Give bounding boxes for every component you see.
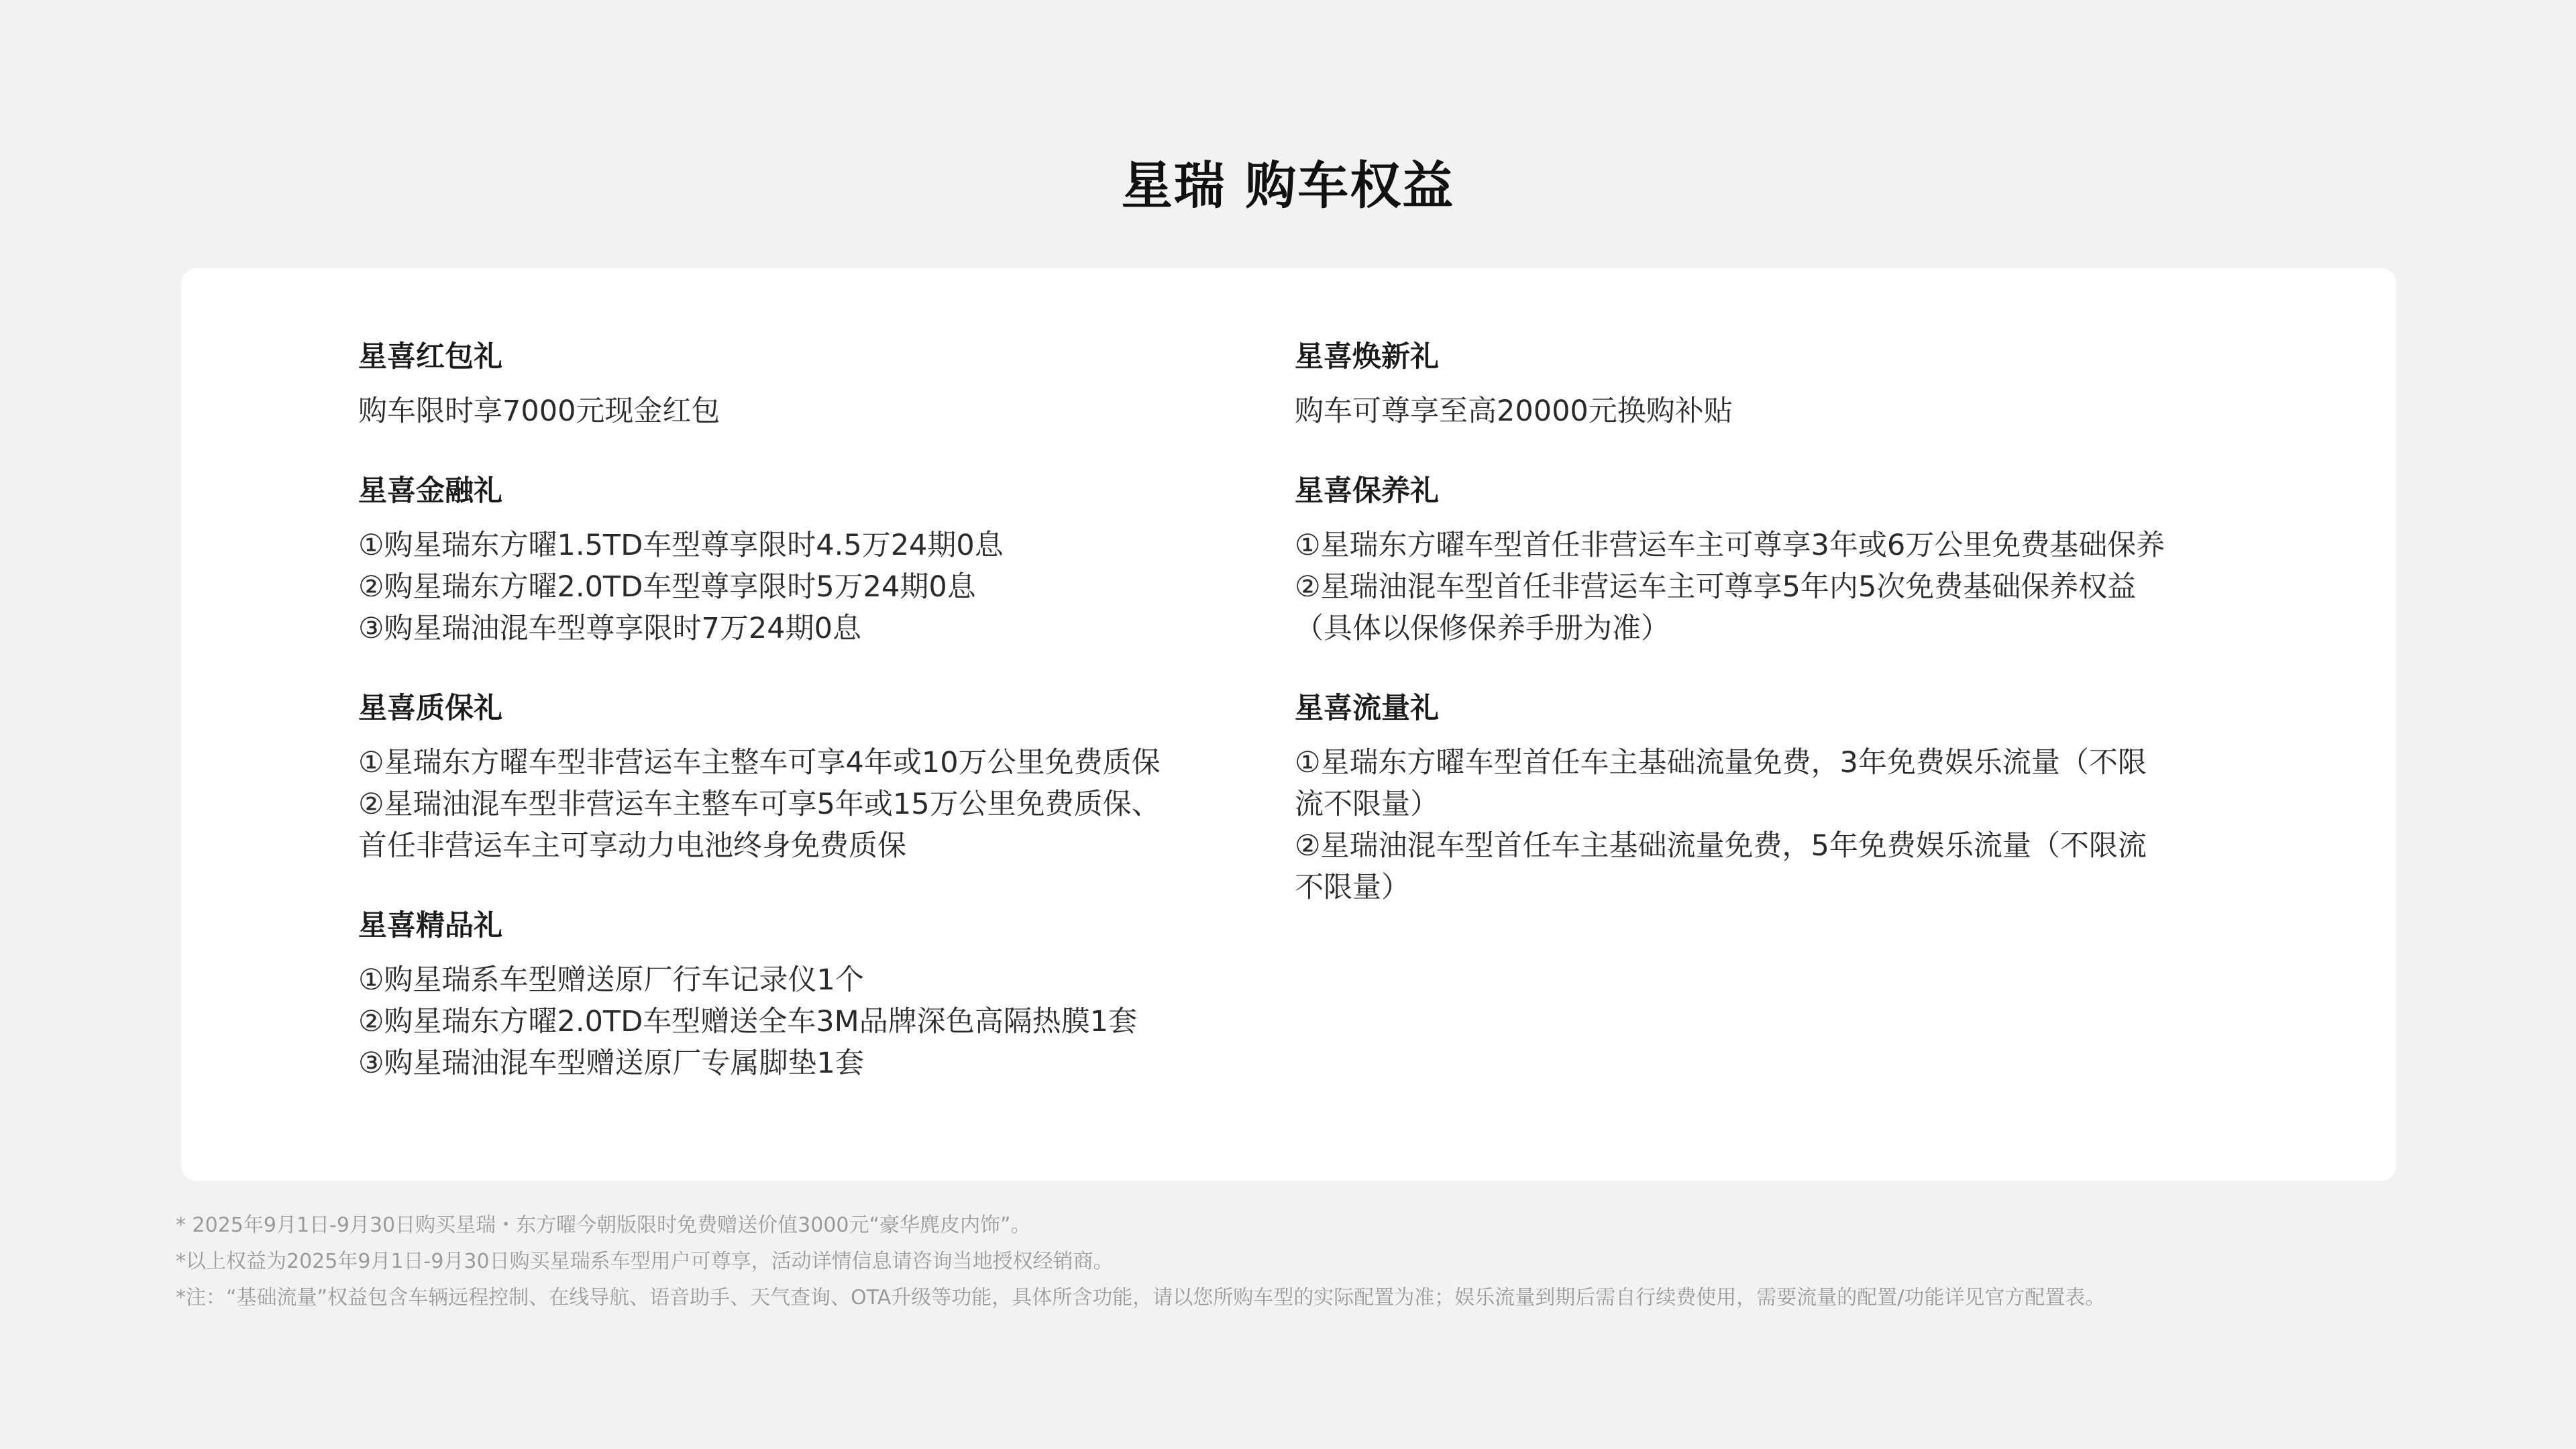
benefit-line: 首任非营运车主可享动力电池终身免费质保 bbox=[358, 829, 906, 863]
benefit-line: ①星瑞东方曜车型非营运车主整车可享4年或10万公里免费质保 bbox=[358, 746, 1161, 780]
benefits-left-column bbox=[358, 335, 1250, 1122]
benefit-line: （具体以保修保养手册为准） bbox=[1295, 612, 1670, 645]
section-title: 星喜质保礼 bbox=[358, 692, 502, 725]
footnote: * 2025年9月1日-9月30日购买星瑞・东方曜今朝版限时免费赠送价值3000元“豪华麂皮内饰”。 bbox=[176, 1214, 1031, 1237]
benefit-line: ③购星瑞油混车型尊享限时7万24期0息 bbox=[358, 612, 861, 645]
benefit-line: ②购星瑞东方曜2.0TD车型赠送全车3M品牌深色高隔热膜1套 bbox=[358, 1005, 1138, 1038]
section-title: 星喜红包礼 bbox=[358, 340, 502, 374]
benefit-line: ①星瑞东方曜车型首任非营运车主可尊享3年或6万公里免费基础保养 bbox=[1295, 529, 2165, 562]
benefit-line: ②星瑞油混车型首任车主基础流量免费，5年免费娱乐流量（不限流 bbox=[1295, 829, 2147, 863]
benefit-line: ①购星瑞系车型赠送原厂行车记录仪1个 bbox=[358, 963, 864, 997]
benefit-line: ①购星瑞东方曜1.5TD车型尊享限时4.5万24期0息 bbox=[358, 529, 1004, 562]
benefit-section-maintenance bbox=[1295, 470, 2234, 649]
section-title: 星喜流量礼 bbox=[1295, 692, 1439, 725]
benefit-section-accessories bbox=[358, 904, 1250, 1084]
footnote: *注：“基础流量”权益包含车辆远程控制、在线导航、语音助手、天气查询、OTA升级等功能，具体所含功能，请以您所购车型的实际配置为准；娱乐流量到期后需自行续费使用，需要流量的配置/功能详见官方配置表。 bbox=[176, 1286, 2106, 1309]
benefit-line: ③购星瑞油混车型赠送原厂专属脚垫1套 bbox=[358, 1046, 864, 1080]
footnotes bbox=[176, 1208, 2403, 1316]
benefit-line: 流不限量） bbox=[1295, 788, 1439, 821]
benefit-line: ②星瑞油混车型首任非营运车主可尊享5年内5次免费基础保养权益 bbox=[1295, 570, 2137, 604]
benefit-section-finance bbox=[358, 470, 1250, 649]
benefit-section-data-traffic bbox=[1295, 687, 2234, 908]
benefit-line: ①星瑞东方曜车型首任车主基础流量免费，3年免费娱乐流量（不限 bbox=[1295, 746, 2147, 780]
section-title: 星喜焕新礼 bbox=[1295, 340, 1439, 374]
benefits-right-column bbox=[1295, 335, 2234, 946]
benefit-line: ②星瑞油混车型非营运车主整车可享5年或15万公里免费质保、 bbox=[358, 788, 1161, 821]
benefits-card bbox=[181, 268, 2396, 1181]
footnote: *以上权益为2025年9月1日-9月30日购买星瑞系车型用户可尊享，活动详情信息请咨询当地授权经销商。 bbox=[176, 1250, 1114, 1273]
benefit-section-red-packet bbox=[358, 335, 1250, 432]
benefit-section-warranty bbox=[358, 687, 1250, 867]
benefit-line: 不限量） bbox=[1295, 871, 1410, 904]
benefit-section-trade-in bbox=[1295, 335, 2234, 432]
section-title: 星喜保养礼 bbox=[1295, 474, 1439, 508]
benefit-line: 购车可尊享至高20000元换购补贴 bbox=[1295, 394, 1733, 428]
section-title: 星喜精品礼 bbox=[358, 909, 502, 943]
benefit-line: ②购星瑞东方曜2.0TD车型尊享限时5万24期0息 bbox=[358, 570, 976, 604]
page-title: 星瑞 购车权益 bbox=[1121, 156, 1455, 215]
section-title: 星喜金融礼 bbox=[358, 474, 502, 508]
benefit-line: 购车限时享7000元现金红包 bbox=[358, 394, 720, 428]
